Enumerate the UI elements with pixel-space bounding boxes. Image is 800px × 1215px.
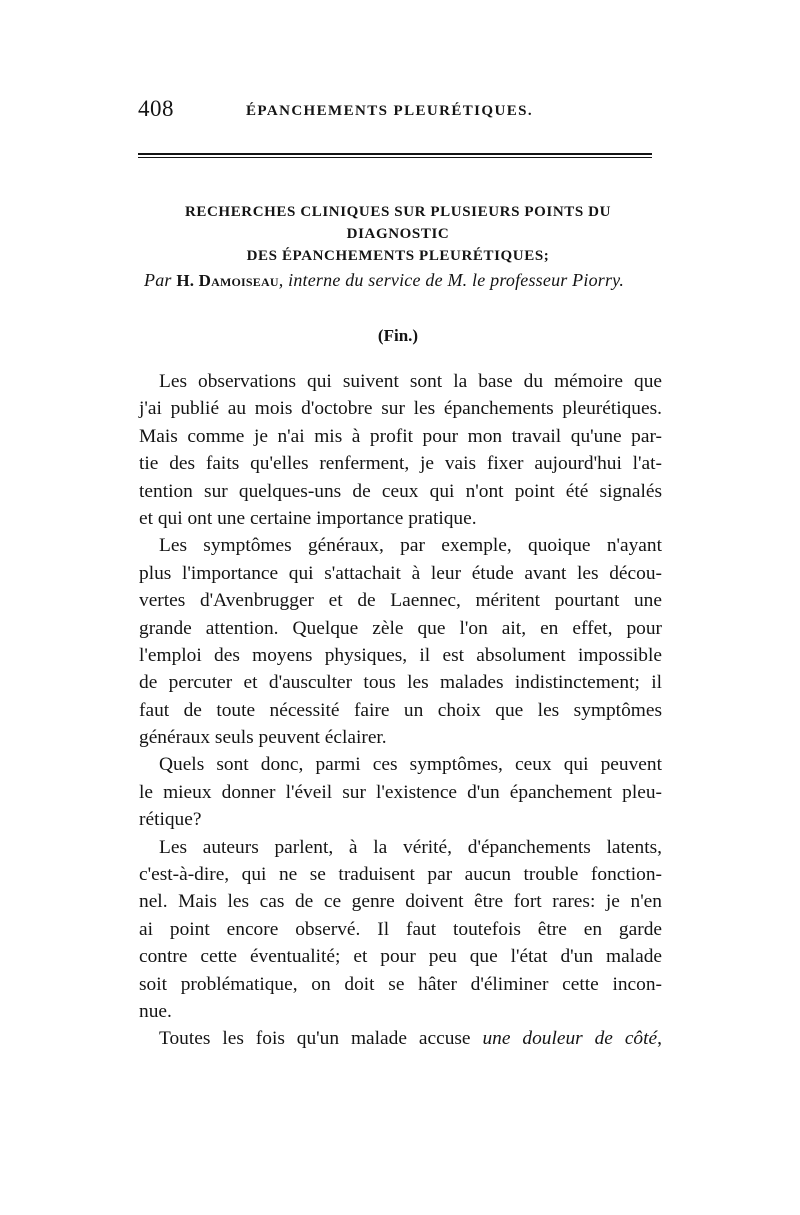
text-line: nel. Mais les cas de ce genre doivent être fort rares: je n'en (139, 891, 662, 913)
running-title: ÉPANCHEMENTS PLEURÉTIQUES. (246, 103, 533, 119)
article-title (138, 201, 658, 267)
text-line: généraux seuls peuvent éclairer. (139, 727, 387, 749)
text-line: et qui ont une certaine importance pratique. (139, 507, 477, 529)
text-line-final (139, 1025, 662, 1052)
text-line: Les auteurs parlent, à la vérité, d'épanchements latents, (159, 836, 662, 858)
text-line: contre cette éventualité; et pour peu que l'état d'un malade (139, 946, 662, 968)
text-line: j'ai publié au mois d'octobre sur les épanchements pleurétiques. (139, 398, 662, 420)
final-line-end: , (657, 1028, 662, 1050)
article-title-line-1: RECHERCHES CLINIQUES SUR PLUSIEURS POINTS DU DIAGNOSTIC (184, 204, 612, 242)
text-line: rétique? (139, 809, 202, 831)
final-line-italic: une douleur de côté (482, 1028, 658, 1050)
page-number: 408 (138, 96, 174, 121)
text-line: le mieux donner l'éveil sur l'existence d'un épanchement pleu- (139, 781, 662, 803)
text-line: Mais comme je n'ai mis à profit pour mon travail qu'une par- (139, 425, 662, 447)
text-line: ai point encore observé. Il faut toutefois être en garde (139, 918, 662, 940)
byline-author: H. Damoiseau (176, 271, 279, 290)
text-line: c'est-à-dire, qui ne se traduisent par aucun trouble fonction- (139, 864, 662, 886)
final-line-start: Toutes les fois qu'un malade accuse (159, 1028, 471, 1050)
header-rule-thin (138, 157, 652, 158)
text-line: Quels sont donc, parmi ces symptômes, ceux qui peuvent (159, 754, 662, 776)
text-line: l'emploi des moyens physiques, il est absolument impossible (139, 644, 662, 666)
byline-prefix: Par (144, 270, 172, 290)
text-line: grande attention. Quelque zèle que l'on ait, en effet, pour (139, 617, 662, 639)
fin-marker: (Fin.) (377, 326, 419, 345)
text-line: tention sur quelques-uns de ceux qui n'ont point été signalés (139, 480, 662, 502)
text-line: de percuter et d'ausculter tous les malades indistinctement; il (139, 672, 662, 694)
text-line: Les observations qui suivent sont la base du mémoire que (159, 371, 662, 392)
text-line: vertes d'Avenbrugger et de Laennec, méritent pourtant une (139, 590, 662, 612)
header-rule-thick (138, 153, 652, 155)
text-line: faut de toute nécessité faire un choix que les symptômes (139, 699, 662, 721)
text-line: tie des faits qu'elles renferment, je vais fixer aujourd'hui l'at- (139, 453, 662, 475)
article-title-line-2: DES ÉPANCHEMENTS PLEURÉTIQUES; (246, 248, 550, 264)
text-line: plus l'importance qui s'attachait à leur étude avant les décou- (139, 562, 662, 584)
text-line: Les symptômes généraux, par exemple, quoique n'ayant (159, 535, 662, 557)
byline-suffix: , interne du service de M. le professeur Piorry. (278, 270, 625, 290)
text-line: soit problématique, on doit se hâter d'éliminer cette incon- (139, 973, 662, 995)
text-line: nue. (139, 1000, 172, 1022)
running-head (138, 96, 658, 126)
byline (144, 270, 664, 291)
body-text (139, 368, 662, 1053)
